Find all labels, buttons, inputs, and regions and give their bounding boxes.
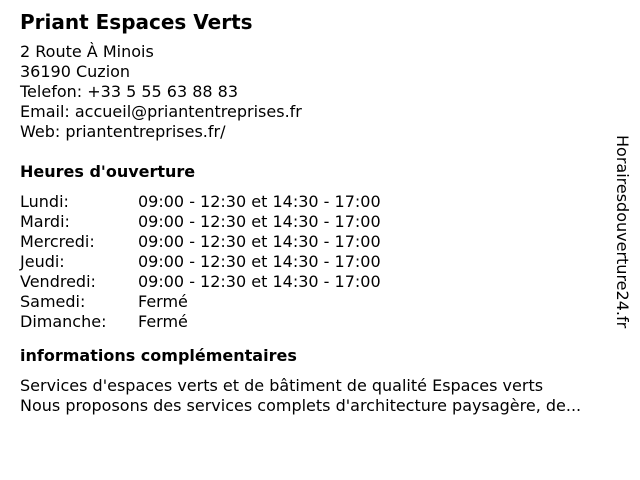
hours-row-wednesday xyxy=(20,232,610,252)
hours-row-tuesday xyxy=(20,212,610,232)
info-title: informations complémentaires xyxy=(20,346,297,365)
day-label: Mercredi: xyxy=(20,232,95,251)
hours-row-monday xyxy=(20,192,610,212)
business-name: Priant Espaces Verts xyxy=(20,10,253,34)
hours-value: 09:00 - 12:30 et 14:30 - 17:00 xyxy=(138,192,381,211)
hours-row-friday xyxy=(20,272,610,292)
hours-value: 09:00 - 12:30 et 14:30 - 17:00 xyxy=(138,232,381,251)
hours-title: Heures d'ouverture xyxy=(20,162,196,181)
day-label: Mardi: xyxy=(20,212,70,231)
web-line: Web: priantentreprises.fr/ xyxy=(20,122,226,141)
hours-value: 09:00 - 12:30 et 14:30 - 17:00 xyxy=(138,212,381,231)
day-label: Samedi: xyxy=(20,292,86,311)
site-watermark: Horairesdouverture24.fr xyxy=(613,135,632,329)
day-label: Jeudi: xyxy=(20,252,65,271)
day-label: Dimanche: xyxy=(20,312,107,331)
hours-row-thursday xyxy=(20,252,610,272)
description-line-2: Nous proposons des services complets d'architecture paysagère, de... xyxy=(20,396,582,415)
day-label: Vendredi: xyxy=(20,272,96,291)
description-line-1: Services d'espaces verts et de bâtiment de qualité Espaces verts xyxy=(20,376,544,395)
hours-value: Fermé xyxy=(138,312,188,331)
address-line-2: 36190 Cuzion xyxy=(20,62,131,81)
hours-value: Fermé xyxy=(138,292,188,311)
email-line: Email: accueil@priantentreprises.fr xyxy=(20,102,302,121)
business-card xyxy=(20,8,610,416)
day-label: Lundi: xyxy=(20,192,69,211)
hours-row-sunday xyxy=(20,312,610,332)
phone-line: Telefon: +33 5 55 63 88 83 xyxy=(20,82,239,101)
hours-value: 09:00 - 12:30 et 14:30 - 17:00 xyxy=(138,272,381,291)
hours-value: 09:00 - 12:30 et 14:30 - 17:00 xyxy=(138,252,381,271)
hours-row-saturday xyxy=(20,292,610,312)
address-line-1: 2 Route À Minois xyxy=(20,42,154,61)
